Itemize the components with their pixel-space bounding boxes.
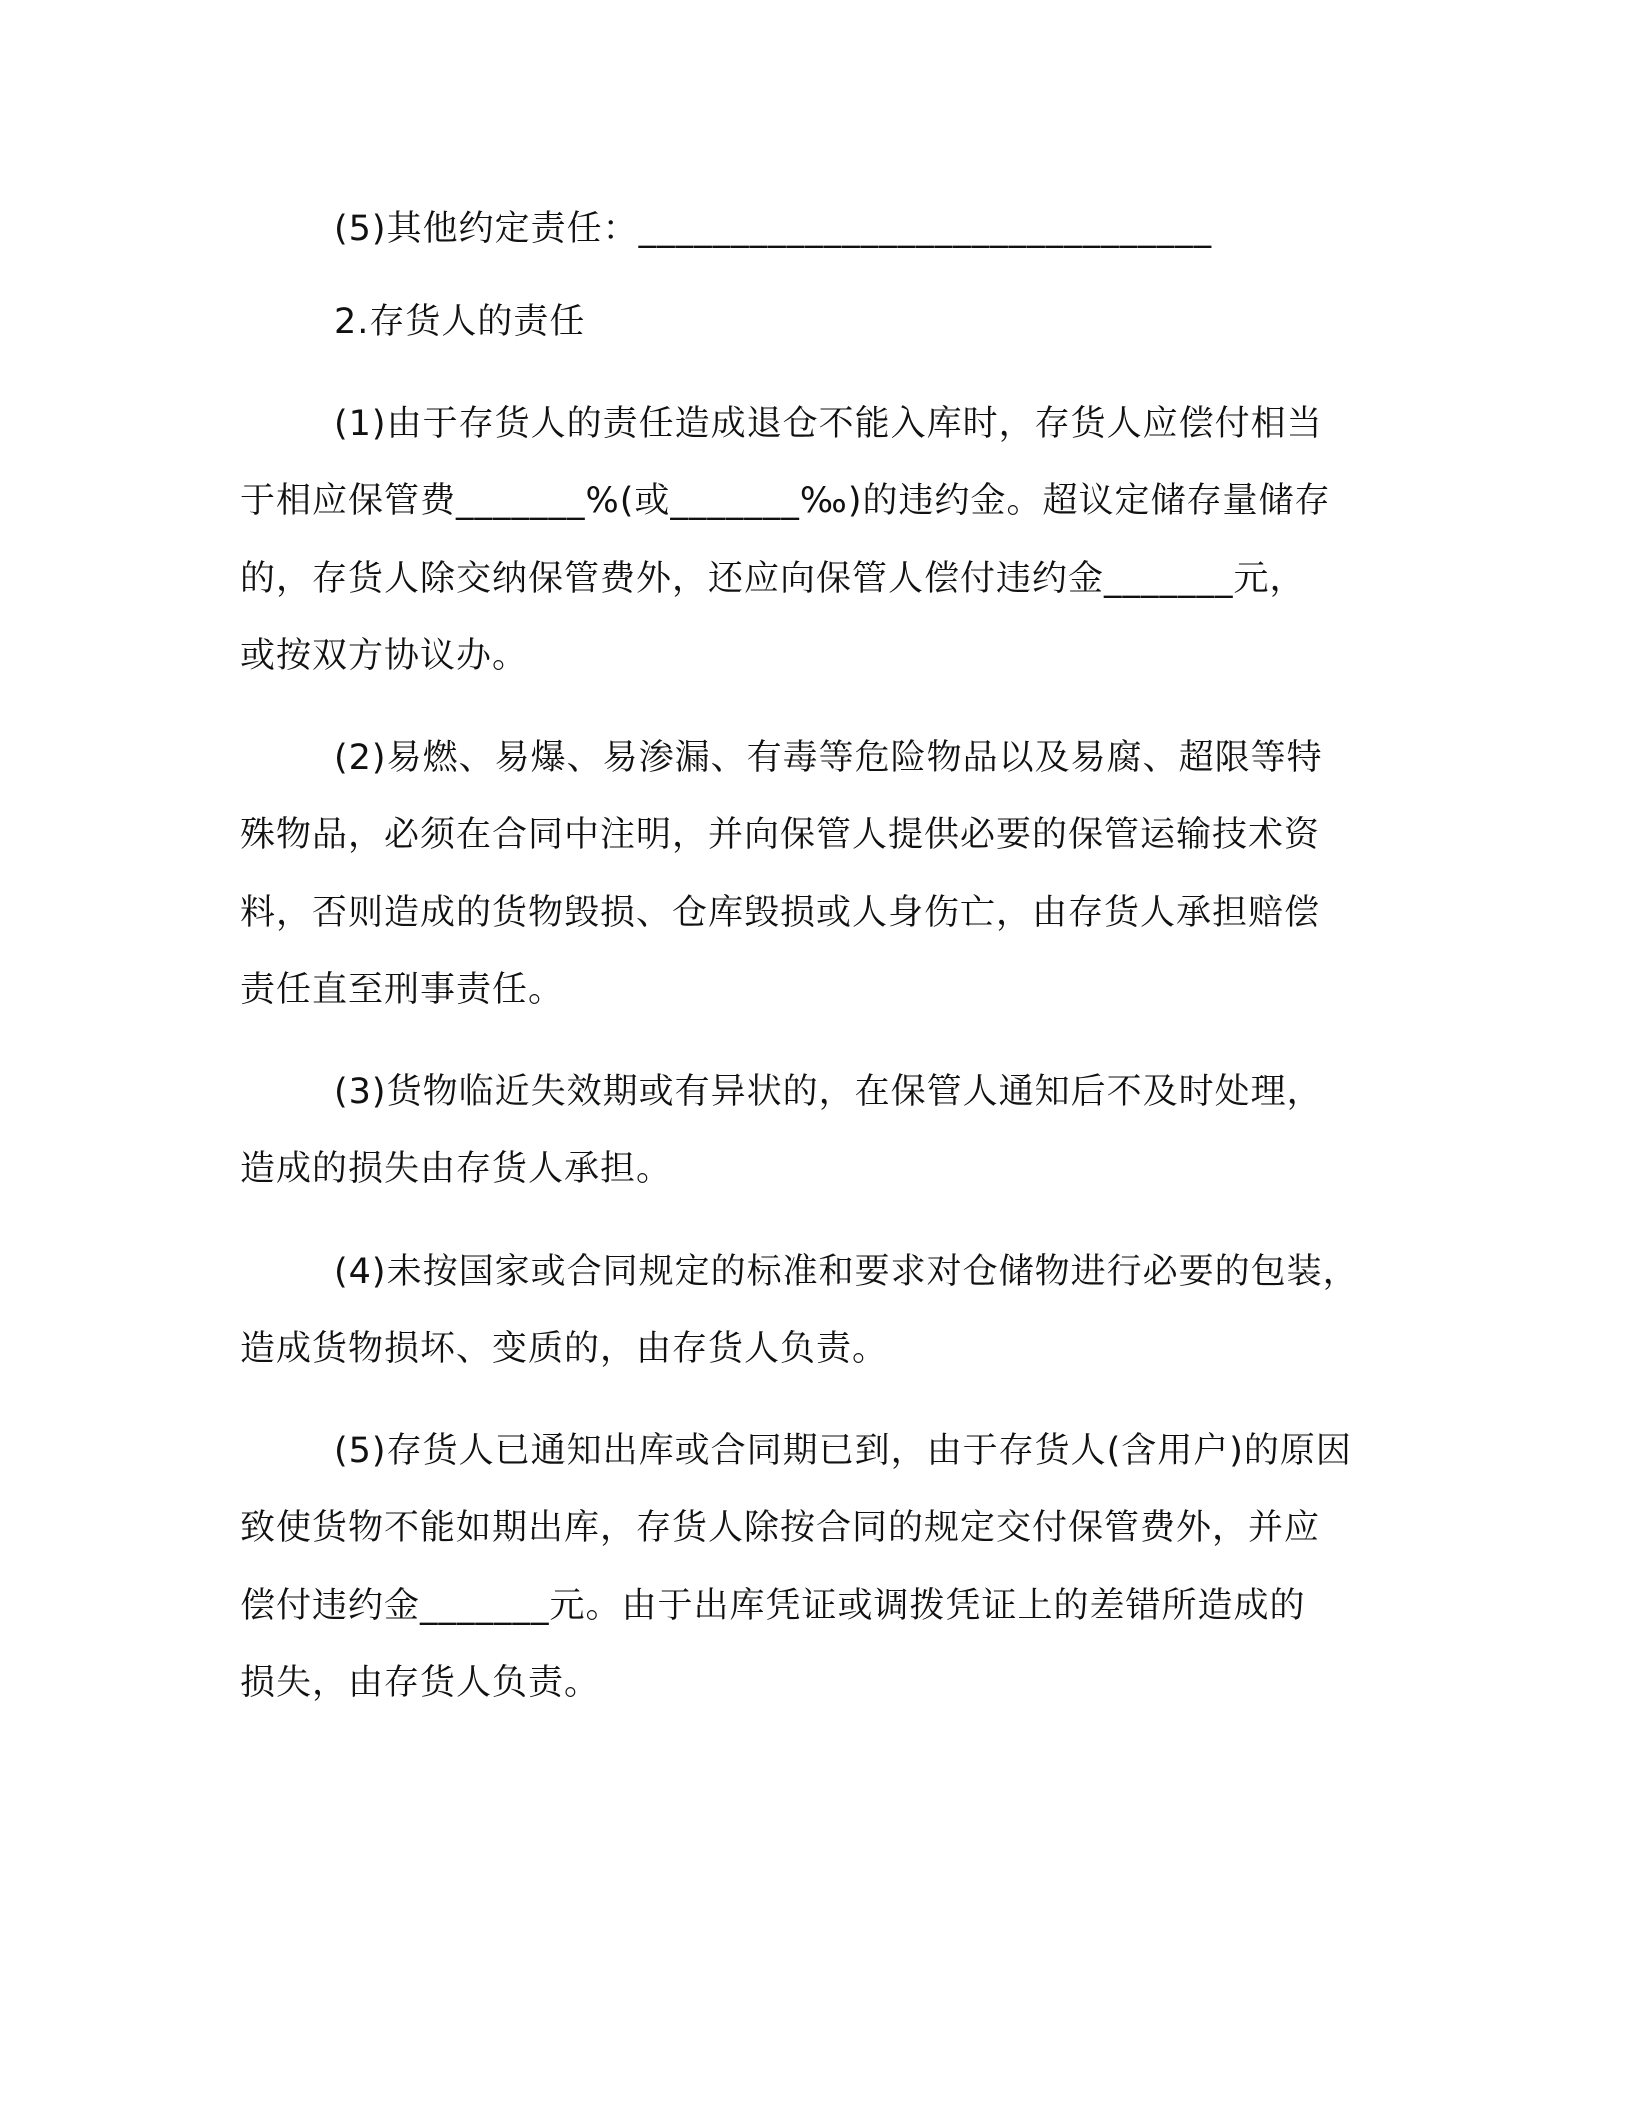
clause-2-1-line-2: 于相应保管费_______%(或_______‰)的违约金。超议定储存量储存 — [240, 481, 1331, 521]
clause-2-5-line-2: 致使货物不能如期出库，存货人除按合同的规定交付保管费外，并应 — [240, 1508, 1321, 1548]
clause-2-5-line-1: (5)存货人已通知出库或合同期已到，由于存货人(含用户)的原因 — [334, 1431, 1352, 1471]
clause-2-2-line-3: 料，否则造成的货物毁损、仓库毁损或人身伤亡，由存货人承担赔偿 — [240, 893, 1321, 933]
clause-2-4-line-2: 造成货物损坏、变质的，由存货人负责。 — [240, 1329, 889, 1369]
clause-2-3-line-2: 造成的损失由存货人承担。 — [240, 1149, 673, 1189]
clause-1-5-other-responsibility: (5)其他约定责任：_______________________________ — [334, 209, 1213, 249]
clause-2-5-line-3: 偿付违约金_______元。由于出库凭证或调拨凭证上的差错所造成的 — [240, 1586, 1306, 1626]
clause-2-4-line-1: (4)未按国家或合同规定的标准和要求对仓储物进行必要的包装， — [334, 1252, 1359, 1292]
clause-2-2-line-4: 责任直至刑事责任。 — [240, 970, 565, 1010]
clause-2-2-line-1: (2)易燃、易爆、易渗漏、有毒等危险物品以及易腐、超限等特 — [334, 738, 1323, 778]
clause-2-1-line-4: 或按双方协议办。 — [240, 636, 529, 676]
clause-2-5-line-4: 损失，由存货人负责。 — [240, 1663, 601, 1703]
section-heading-depositor-responsibility: 2.存货人的责任 — [334, 302, 586, 342]
clause-2-1-line-1: (1)由于存货人的责任造成退仓不能入库时，存货人应偿付相当 — [334, 404, 1323, 444]
clause-2-2-line-2: 殊物品，必须在合同中注明，并向保管人提供必要的保管运输技术资 — [240, 815, 1321, 855]
clause-2-1-line-3: 的，存货人除交纳保管费外，还应向保管人偿付违约金_______元， — [240, 559, 1306, 599]
clause-2-3-line-1: (3)货物临近失效期或有异状的，在保管人通知后不及时处理， — [334, 1072, 1323, 1112]
